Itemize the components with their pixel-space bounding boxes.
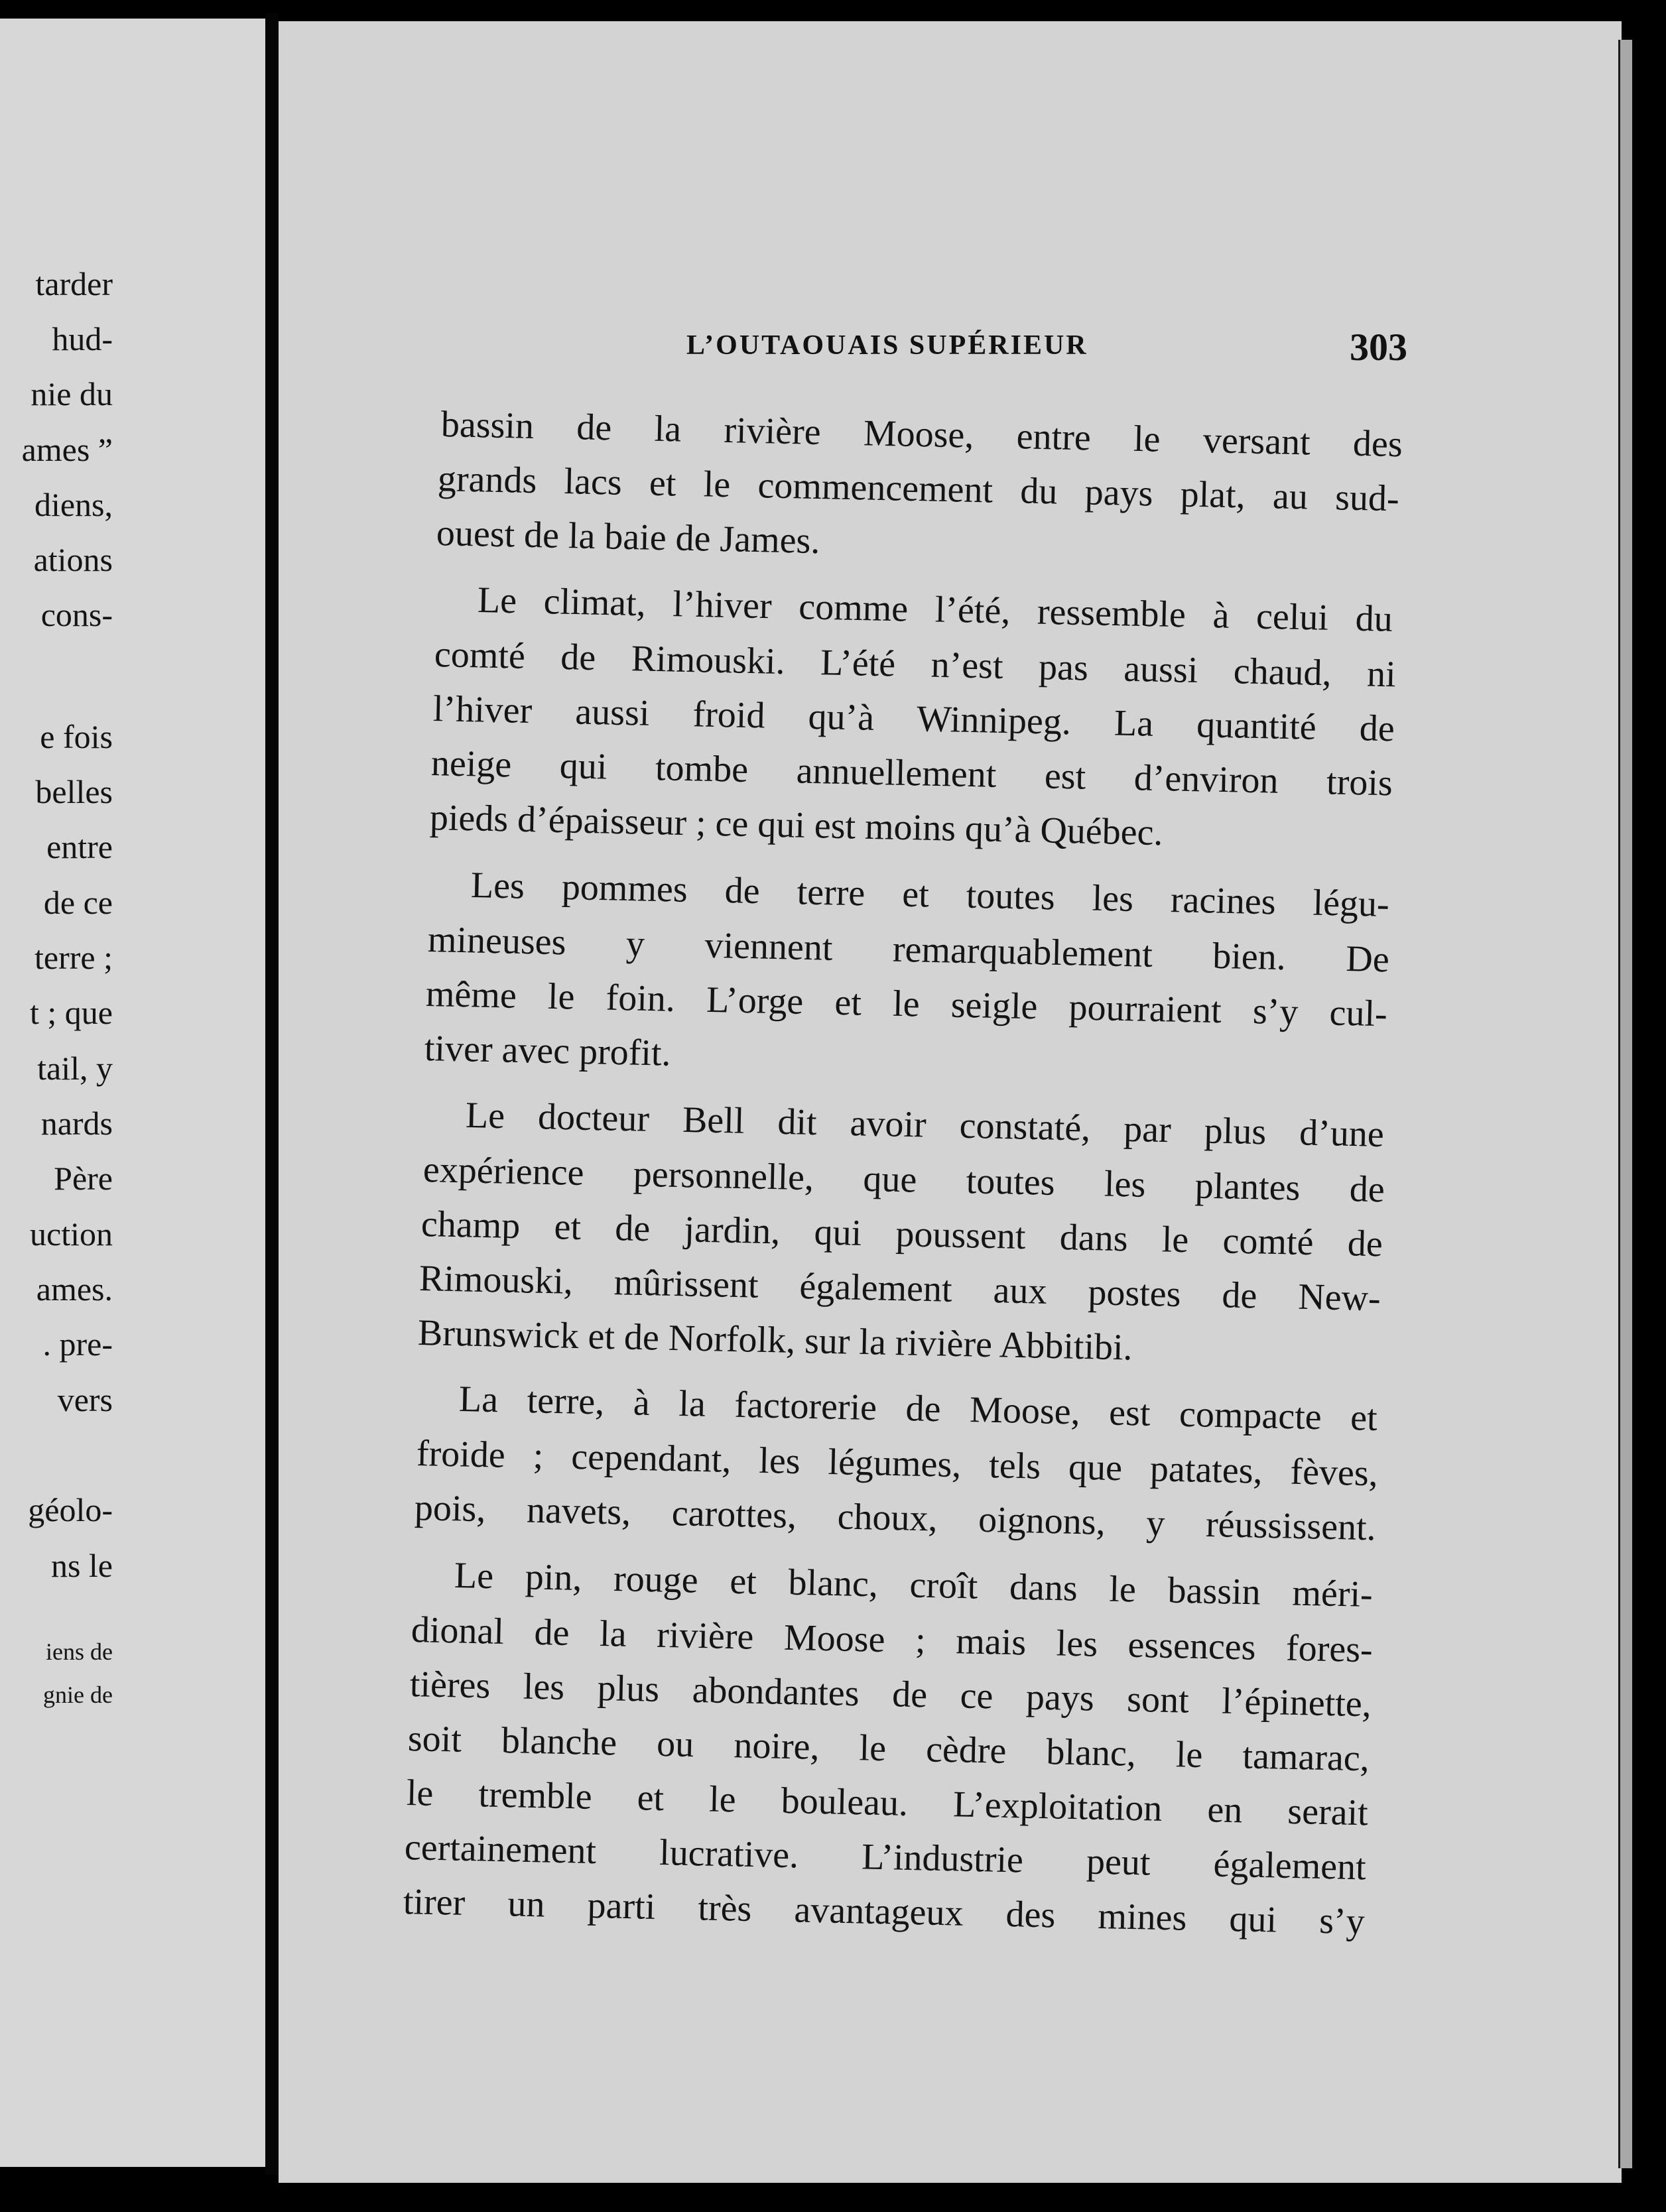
text-line: grands lacs et le commencement du pays plat, au sud- <box>437 458 1400 520</box>
text-line: Les pommes de terre et toutes les racines légu- <box>470 865 1390 925</box>
text-line: le tremble et le bouleau. L’exploitation en serait <box>406 1772 1369 1834</box>
page-number: 303 <box>1350 326 1407 369</box>
text-line: champ et de jardin, qui poussent dans le comté de <box>420 1203 1383 1265</box>
text-line: Brunswick et de Norfolk, sur la rivière Abbitibi. <box>417 1312 1133 1369</box>
text-line: tirer un parti très avantageux des mines qui s’y <box>403 1881 1366 1943</box>
text-line: mineuses y viennent remarquablement bien. De <box>427 919 1390 981</box>
text-line: neige qui tombe annuellement est d’environ trois <box>430 743 1393 804</box>
left-line: géolo- <box>28 1491 113 1528</box>
left-line: e fois <box>40 718 113 755</box>
text-line: dional de la rivière Moose ; mais les essences fores- <box>411 1609 1374 1671</box>
left-line: ations <box>33 541 113 578</box>
left-line: tarder <box>35 265 113 302</box>
text-line: soit blanche ou noire, le cèdre blanc, le tamarac, <box>407 1718 1370 1780</box>
left-line: ames ” <box>21 431 113 468</box>
text-line: Le climat, l’hiver comme l’été, ressemble à celui du <box>477 580 1393 640</box>
left-footnote-line: iens de <box>46 1638 113 1665</box>
left-footnote-line: gnie de <box>43 1682 113 1708</box>
text-line: Rimouski, mûrissent également aux postes de New- <box>418 1258 1381 1320</box>
left-line: nards <box>40 1105 113 1142</box>
text-line: pieds d’épaisseur ; ce qui est moins qu’à Québec. <box>429 797 1164 854</box>
page-fold <box>265 13 279 2175</box>
left-line: nie du <box>31 375 113 412</box>
running-head: L’OUTAOUAIS SUPÉRIEUR <box>686 330 1088 361</box>
text-line: ouest de la baie de James. <box>436 513 820 562</box>
text-line: l’hiver aussi froid qu’à Winnipeg. La quantité de <box>432 688 1395 750</box>
text-line: Le pin, rouge et blanc, croît dans le bassin méri- <box>454 1555 1374 1615</box>
left-line: cons- <box>40 596 113 633</box>
text-line: La terre, à la factorerie de Moose, est compacte et <box>458 1379 1378 1439</box>
left-line: tail, y <box>37 1050 113 1087</box>
text-line: froide ; cependant, les légumes, tels que patates, fèves, <box>416 1433 1379 1495</box>
left-line: vers <box>57 1381 113 1418</box>
left-line: ns le <box>50 1547 113 1584</box>
book-page <box>279 21 1622 2183</box>
text-line: expérience personnelle, que toutes les plantes de <box>422 1149 1385 1211</box>
left-line: belles <box>35 773 113 810</box>
left-line: diens, <box>34 486 113 523</box>
text-line: comté de Rimouski. L’été n’est pas aussi chaud, ni <box>434 634 1397 696</box>
text-line: bassin de la rivière Moose, entre le versant des <box>440 404 1403 465</box>
left-line: uction <box>30 1215 113 1253</box>
left-line: . pre- <box>42 1325 113 1363</box>
page-edge <box>1618 40 1632 2168</box>
text-line: Le docteur Bell dit avoir constaté, par plus d’une <box>465 1095 1385 1155</box>
left-line: hud- <box>52 320 113 357</box>
left-line: entre <box>46 828 113 865</box>
left-line: t ; que <box>30 994 113 1031</box>
text-line: certainement lucrative. L’industrie peut également <box>404 1827 1367 1888</box>
left-line: Père <box>54 1160 113 1197</box>
text-line: tières les plus abondantes de ce pays sont l’épinette, <box>409 1664 1372 1725</box>
text-line: tiver avec profit. <box>424 1028 672 1074</box>
text-line: même le foin. L’orge et le seigle pourraient s’y cul- <box>425 973 1388 1035</box>
text-line: pois, navets, carottes, choux, oignons, y réussissent. <box>414 1487 1377 1549</box>
left-line: terre ; <box>34 939 113 976</box>
left-line: de ce <box>43 884 113 921</box>
left-line: ames. <box>36 1270 113 1308</box>
left-page-fragment <box>0 19 269 2167</box>
